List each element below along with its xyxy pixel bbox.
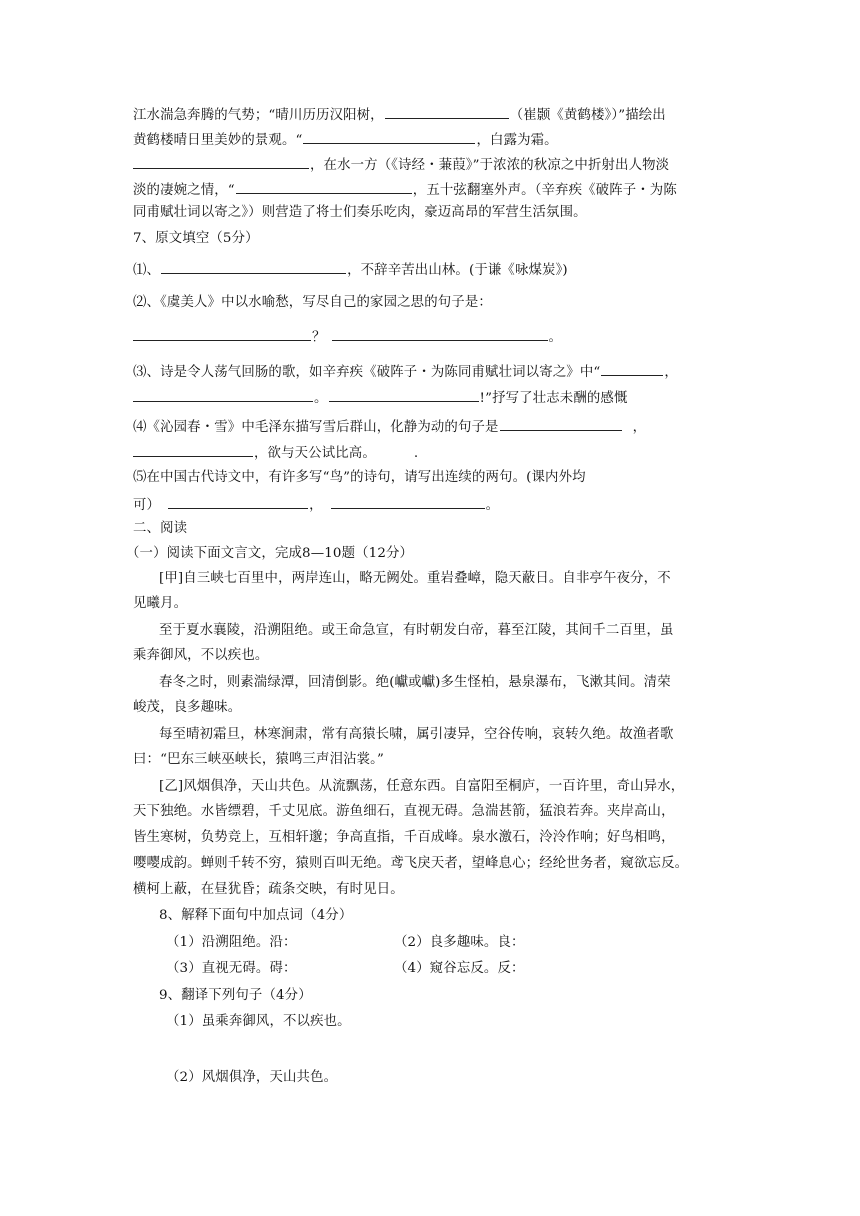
line-text: 淡的凄婉之情，“ [133,183,235,198]
passage-text: 每至晴初霜旦，林寒涧肃，常有高猿长啸，属引凄异，空谷传响，哀转久绝。故渔者歌 [159,727,674,742]
fill-blank[interactable] [161,260,346,274]
passage-line [133,881,404,899]
line-text: ，不辞辛苦出山林。(于谦《咏煤炭》) [347,263,568,278]
q7-item-4 [133,417,646,437]
line-text: 黄鹤楼晴日里美妙的景观。“ [133,133,303,148]
fill-blank[interactable] [133,388,313,402]
question-title: 9、翻译下列句子（4分） [159,988,312,1003]
line-text: ，在水一方（《诗经・蒹葭》”于浓浓的秋凉之中折射出人物淡 [310,158,670,173]
line-text: . [413,446,419,461]
passage-line [159,726,674,744]
passage-line [133,855,688,873]
line-text: ⑷《沁园春・雪》中毛泽东描写雪后群山，化静为动的句子是 [133,420,499,435]
fill-blank[interactable] [331,495,485,509]
fill-blank[interactable] [303,130,475,144]
passage-text: [甲]自三峡七百里中，两岸连山，略无阙处。重岩叠嶂，隐天蔽日。自非亭午夜分，不 [159,571,671,586]
q7-item-2 [133,294,492,312]
line-text: 同甫赋壮词以寄之》）则营造了将士们奏乐吃肉，豪迈高昂的军营生活氛围。 [133,205,587,220]
section-heading [133,520,187,538]
q7-item-4-cont [133,443,418,463]
sentence-text: （2）风烟俱净，天山共色。 [166,1070,338,1085]
fill-blank[interactable] [500,417,622,431]
passage-line [133,647,268,665]
fill-blank[interactable] [133,327,311,341]
line-text: 。 [314,391,328,406]
fill-blank[interactable] [329,388,479,402]
line-text: 可） [133,498,161,513]
sentence-text: （1）虽乘奔御风，不以疾也。 [166,1014,351,1029]
line-text: ，五十弦翻塞外声。（辛弃疾《破阵子・为陈 [412,183,677,198]
q7-item-3-cont [133,388,627,408]
q9-sentence-2 [166,1069,337,1087]
line-text: ， [309,498,323,513]
line-text: 江水湍急奔腾的气势；“晴川历历汉阳树， [133,108,384,123]
passage-text: 峻茂，良多趣味。 [133,700,242,715]
line-text: 。 [485,498,500,513]
answer-prompt: （3）直视无碍。碍： [166,961,297,976]
passage-text: 天下独绝。水皆缥碧，千丈见底。游鱼细石，直视无碍。急湍甚箭，猛浪若奔。夹岸高山， [133,804,675,819]
question-7-title [133,230,259,248]
heading-text: 二、阅读 [133,521,188,536]
passage-line [159,622,674,640]
passage-text: 皆生寒树，负势竞上，互相轩邈；争高直指，千百成峰。泉水激石，泠泠作响；好鸟相鸣， [133,830,675,845]
fill-blank[interactable] [601,362,663,376]
fill-blank[interactable] [385,105,509,119]
passage-line [133,595,187,613]
fill-blank[interactable] [332,327,548,341]
passage-line [133,699,241,717]
text-line [133,130,558,150]
q7-item-2-answer [133,327,562,347]
passage-text: 曰：“巴东三峡巫峡长，猿鸣三声泪沾裳。” [133,752,385,767]
line-text: ？ [312,330,326,345]
fill-blank[interactable] [133,443,253,457]
passage-text: 横柯上蔽，在昼犹昏；疏条交映，有时见日。 [133,882,404,897]
heading-text: （一）阅读下面文言文，完成8—10题（12分） [126,546,414,561]
text-line [133,105,666,125]
passage-text: 乘奔御风，不以疾也。 [133,648,269,663]
item-number: ⑴、 [133,263,161,278]
line-text: ， [664,365,678,380]
line-text: ⑸在中国古代诗文中，有许多写“鸟”的诗句，请写出连续的两句。(课内外均 [133,470,586,485]
subsection-heading [126,545,413,563]
passage-line [133,829,675,847]
passage-text: [乙]风烟俱净，天山共色。从流飘荡，任意东西。自富阳至桐庐，一百许里，奇山异水， [159,779,685,794]
fill-blank[interactable] [168,495,308,509]
line-text: （崔颢《黄鹤楼》）”描绘出 [509,108,666,123]
q8-row-2 [166,960,525,978]
line-text: ， [632,420,647,435]
question-title: 7、原文填空（5分） [133,231,259,246]
line-text: ，白露为霜。 [476,133,558,148]
line-text: !”抒写了壮志未酬的感慨 [479,391,628,406]
q7-item-1 [133,260,568,280]
passage-text: 见曦月。 [133,596,188,611]
question-9-title [159,987,312,1005]
q7-item-5-cont [133,495,499,515]
q8-row-1 [166,934,525,952]
passage-text: 春冬之时，则素湍绿潭，回清倒影。绝(巘或巘)多生怪柏，悬泉瀑布，飞漱其间。清荣 [159,675,671,690]
passage-text: 至于夏水襄陵，沿溯阻绝。或王命急宣，有时朝发白帝，暮至江陵，其间千二百里，虽 [159,623,674,638]
q7-item-5 [133,469,586,487]
passage-line [159,778,684,796]
line-text: ⑶、诗是令人荡气回肠的歌，如辛弃疾《破阵子・为陈同甫赋壮词以寄之》中“ [133,365,601,380]
passage-line [159,570,671,588]
text-line [133,180,677,200]
passage-line [133,803,675,821]
passage-line [159,674,671,692]
line-text: ⑵、《虞美人》中以水喻愁，写尽自己的家园之思的句子是： [133,295,492,310]
q9-sentence-1 [166,1013,351,1031]
question-title: 8、解释下面句中加点词（4分） [159,908,353,923]
fill-blank[interactable] [133,155,309,169]
line-text: 。 [548,330,563,345]
answer-prompt: （2）良多趣味。良： [394,935,525,950]
passage-text: 嘤嘤成韵。蝉则千转不穷，猿则百叫无绝。鸢飞戾天者，望峰息心；经纶世务者，窥欲忘反。 [133,856,689,871]
answer-prompt: （4）窥谷忘反。反： [394,961,525,976]
fill-blank[interactable] [236,180,412,194]
answer-prompt: （1）沿溯阻绝。沿： [166,935,297,950]
passage-line [133,751,384,769]
text-line [133,204,587,222]
text-line [133,155,669,175]
q7-item-3 [133,362,678,382]
line-text: ，欲与天公试比高。 [254,446,376,461]
question-8-title [159,907,352,925]
